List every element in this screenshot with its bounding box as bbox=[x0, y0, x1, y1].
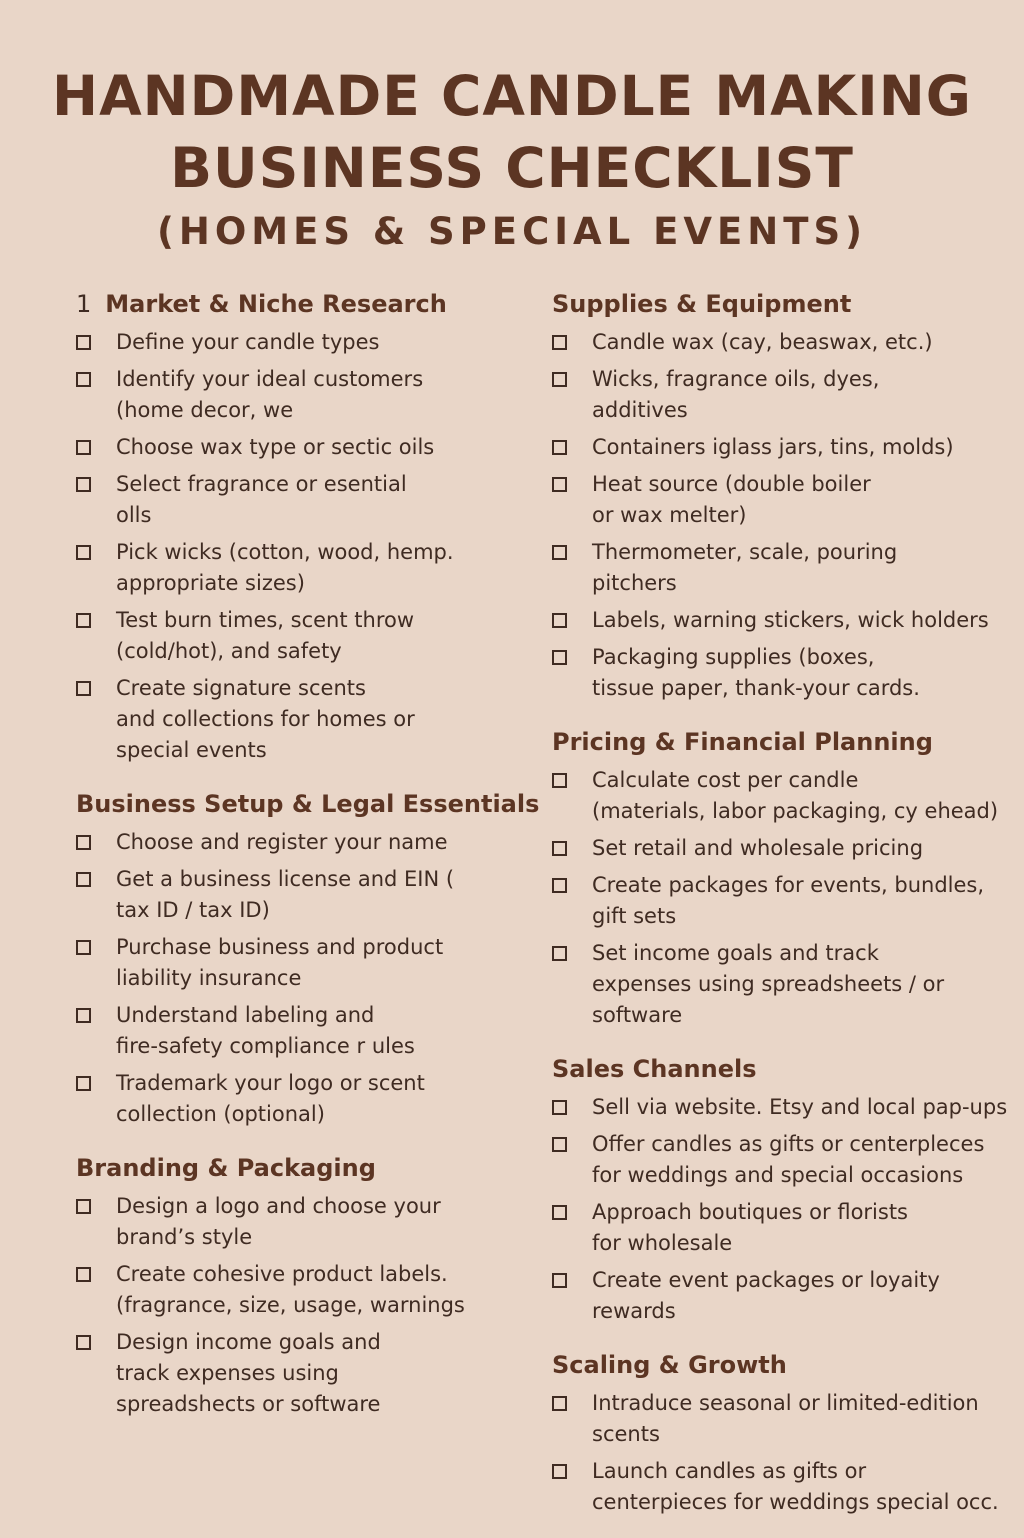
checkbox[interactable] bbox=[76, 1267, 91, 1282]
checklist-item-label: Pick wicks (cotton, wood, hemp. appropriate sizes) bbox=[116, 540, 454, 595]
checkbox[interactable] bbox=[76, 372, 91, 387]
checklist-item bbox=[76, 537, 526, 599]
checklist-item-label: Trademark your logo or scent collection (optional) bbox=[116, 1071, 425, 1126]
checkbox[interactable] bbox=[76, 835, 91, 850]
checkbox[interactable] bbox=[552, 545, 567, 560]
section-heading-text: Scaling & Growth bbox=[552, 1351, 787, 1379]
checklist-item-label: Set retail and wholesale pricing bbox=[592, 836, 924, 860]
checklist-item bbox=[552, 765, 1017, 827]
checklist-item bbox=[76, 1191, 526, 1253]
checkbox[interactable] bbox=[552, 1396, 567, 1411]
section-heading-text: Business Setup & Legal Essentials bbox=[76, 790, 540, 818]
title-line-2: BUSINESS CHECKLIST bbox=[170, 136, 854, 200]
checklist-item-label: Heat source (double boiler or wax melter) bbox=[592, 472, 871, 527]
left-column bbox=[76, 286, 540, 1440]
checklist-item bbox=[552, 642, 1017, 704]
section-pricing-financial-planning bbox=[552, 724, 1017, 1031]
checklist-item bbox=[76, 327, 526, 358]
checklist-item-label: Sell via website. Etsy and local pap-ups bbox=[592, 1095, 1008, 1119]
checklist-item bbox=[76, 673, 526, 766]
checklist-item bbox=[552, 938, 1017, 1031]
checklist-item bbox=[552, 1129, 1017, 1191]
section-sales-channels bbox=[552, 1051, 1017, 1327]
checkbox[interactable] bbox=[76, 681, 91, 696]
section-heading bbox=[552, 286, 1017, 322]
checklist-item-label: Set income goals and track expenses using spreadsheets / or software bbox=[592, 941, 945, 1027]
checklist-item-label: Launch candles as gifts or centerpieces for weddings special occ. bbox=[592, 1459, 999, 1514]
section-heading-text: Market & Niche Research bbox=[105, 290, 447, 318]
section-heading-text: Supplies & Equipment bbox=[552, 290, 852, 318]
checklist-item-label: Packaging supplies (boxes, tissue paper, thank-your cards. bbox=[592, 645, 920, 700]
section-heading-text: Branding & Packaging bbox=[76, 1154, 376, 1182]
page-title bbox=[0, 60, 1024, 260]
checklist-item bbox=[552, 1197, 1017, 1259]
checklist-item-label: Identify your ideal customers (home decor, we bbox=[116, 367, 424, 422]
checklist-item-label: Intraduce seasonal or limited-edition scents bbox=[592, 1391, 979, 1446]
checklist-item-label: Containers iglass jars, tins, molds) bbox=[592, 435, 954, 459]
checkbox[interactable] bbox=[552, 1464, 567, 1479]
section-branding-packaging bbox=[76, 1150, 526, 1420]
checklist-item-label: Wicks, fragrance oils, dyes, additives bbox=[592, 367, 880, 422]
section-heading-text: Pricing & Financial Planning bbox=[552, 728, 933, 756]
checkbox[interactable] bbox=[552, 613, 567, 628]
checkbox[interactable] bbox=[76, 335, 91, 350]
checkbox[interactable] bbox=[552, 477, 567, 492]
checkbox[interactable] bbox=[76, 940, 91, 955]
section-scaling-growth bbox=[552, 1347, 1017, 1518]
checklist-item bbox=[76, 932, 526, 994]
checklist-item bbox=[76, 864, 526, 926]
checklist-item bbox=[552, 1388, 1017, 1450]
section-number: 1 bbox=[76, 290, 92, 318]
section-business-setup-legal-essentials bbox=[76, 786, 540, 1130]
checkbox[interactable] bbox=[552, 773, 567, 788]
checklist-item bbox=[76, 1000, 526, 1062]
checklist-item bbox=[552, 364, 1017, 426]
title-line-1: HANDMADE CANDLE MAKING bbox=[52, 64, 972, 128]
checkbox[interactable] bbox=[552, 1100, 567, 1115]
checklist-item-label: Labels, warning stickers, wick holders bbox=[592, 608, 989, 632]
checklist-item-label: Create signature scents and collections for homes or special events bbox=[116, 676, 415, 762]
checklist-item bbox=[552, 1092, 1017, 1123]
right-column bbox=[552, 286, 1017, 1538]
checklist-item-label: Purchase business and product liability insurance bbox=[116, 935, 444, 990]
checkbox[interactable] bbox=[76, 872, 91, 887]
checklist-item-label: Test burn times, scent throw (cold/hot), and safety bbox=[116, 608, 415, 663]
section-supplies-equipment bbox=[552, 286, 1017, 704]
checkbox[interactable] bbox=[76, 1076, 91, 1091]
checkbox[interactable] bbox=[552, 878, 567, 893]
checklist-item-label: Design income goals and track expenses using spreadshects or software bbox=[116, 1330, 381, 1416]
checklist-item-label: Select fragrance or esential olls bbox=[116, 472, 407, 527]
checklist-item bbox=[552, 1456, 1017, 1518]
checkbox[interactable] bbox=[76, 1199, 91, 1214]
checklist-item-label: Understand labeling and fire-safety compliance r ules bbox=[116, 1003, 415, 1058]
checklist-item bbox=[76, 432, 526, 463]
checklist-item-label: Candle wax (cay, beaswax, etc.) bbox=[592, 330, 933, 354]
checklist-item-label: Get a business license and EIN ( tax ID / tax ID) bbox=[116, 867, 455, 922]
checklist-item-label: Offer candles as gifts or centerpleces for weddings and special occasions bbox=[592, 1132, 985, 1187]
checkbox[interactable] bbox=[76, 613, 91, 628]
checklist-item-label: Create packages for events, bundles, gift sets bbox=[592, 873, 985, 928]
checklist-item-label: Create event packages or loyaity rewards bbox=[592, 1268, 940, 1323]
section-heading-text: Sales Channels bbox=[552, 1055, 757, 1083]
checklist-item-label: Design a logo and choose your brand’s style bbox=[116, 1194, 441, 1249]
checklist-item-label: Thermometer, scale, pouring pitchers bbox=[592, 540, 898, 595]
checklist-item bbox=[552, 1265, 1017, 1327]
checklist-item bbox=[552, 605, 1017, 636]
checklist-item bbox=[76, 605, 526, 667]
checklist-item-label: Choose wax type or sectic oils bbox=[116, 435, 435, 459]
section-heading bbox=[552, 724, 1017, 760]
section-heading bbox=[76, 286, 526, 322]
checkbox[interactable] bbox=[552, 841, 567, 856]
checklist-item bbox=[76, 1259, 526, 1321]
checkbox[interactable] bbox=[76, 1335, 91, 1350]
checkbox[interactable] bbox=[552, 650, 567, 665]
checklist-item-label: Create cohesive product labels. (fragrance, size, usage, warnings bbox=[116, 1262, 465, 1317]
section-heading bbox=[76, 786, 540, 822]
checkbox[interactable] bbox=[76, 477, 91, 492]
checklist-item bbox=[76, 469, 526, 531]
checklist-item bbox=[552, 327, 1017, 358]
section-market-niche-research bbox=[76, 286, 526, 766]
checkbox[interactable] bbox=[76, 545, 91, 560]
checklist-item bbox=[76, 1068, 526, 1130]
section-heading bbox=[552, 1051, 1017, 1087]
checkbox[interactable] bbox=[76, 1008, 91, 1023]
checklist-item bbox=[552, 833, 1017, 864]
checkbox[interactable] bbox=[552, 440, 567, 455]
checklist-item-label: Choose and register your name bbox=[116, 830, 448, 854]
checklist-item-label: Calculate cost per candle (materials, labor packaging, cy ehead) bbox=[592, 768, 999, 823]
checkbox[interactable] bbox=[552, 1273, 567, 1288]
checklist-item bbox=[552, 432, 1017, 463]
checklist-item bbox=[76, 827, 526, 858]
checkbox[interactable] bbox=[552, 335, 567, 350]
section-heading bbox=[76, 1150, 526, 1186]
checkbox[interactable] bbox=[552, 1137, 567, 1152]
checklist-item bbox=[552, 469, 1017, 531]
checklist-item bbox=[76, 1327, 526, 1420]
checklist-item bbox=[552, 870, 1017, 932]
checklist-item bbox=[552, 537, 1017, 599]
checkbox[interactable] bbox=[552, 1205, 567, 1220]
checkbox[interactable] bbox=[76, 440, 91, 455]
subtitle: (HOMES & SPECIAL EVENTS) bbox=[156, 210, 868, 253]
section-heading bbox=[552, 1347, 1017, 1383]
checklist-item-label: Approach boutiques or florists for wholesale bbox=[592, 1200, 908, 1255]
checkbox[interactable] bbox=[552, 372, 567, 387]
checklist-item-label: Define your candle types bbox=[116, 330, 380, 354]
checklist-item bbox=[76, 364, 526, 426]
checkbox[interactable] bbox=[552, 946, 567, 961]
